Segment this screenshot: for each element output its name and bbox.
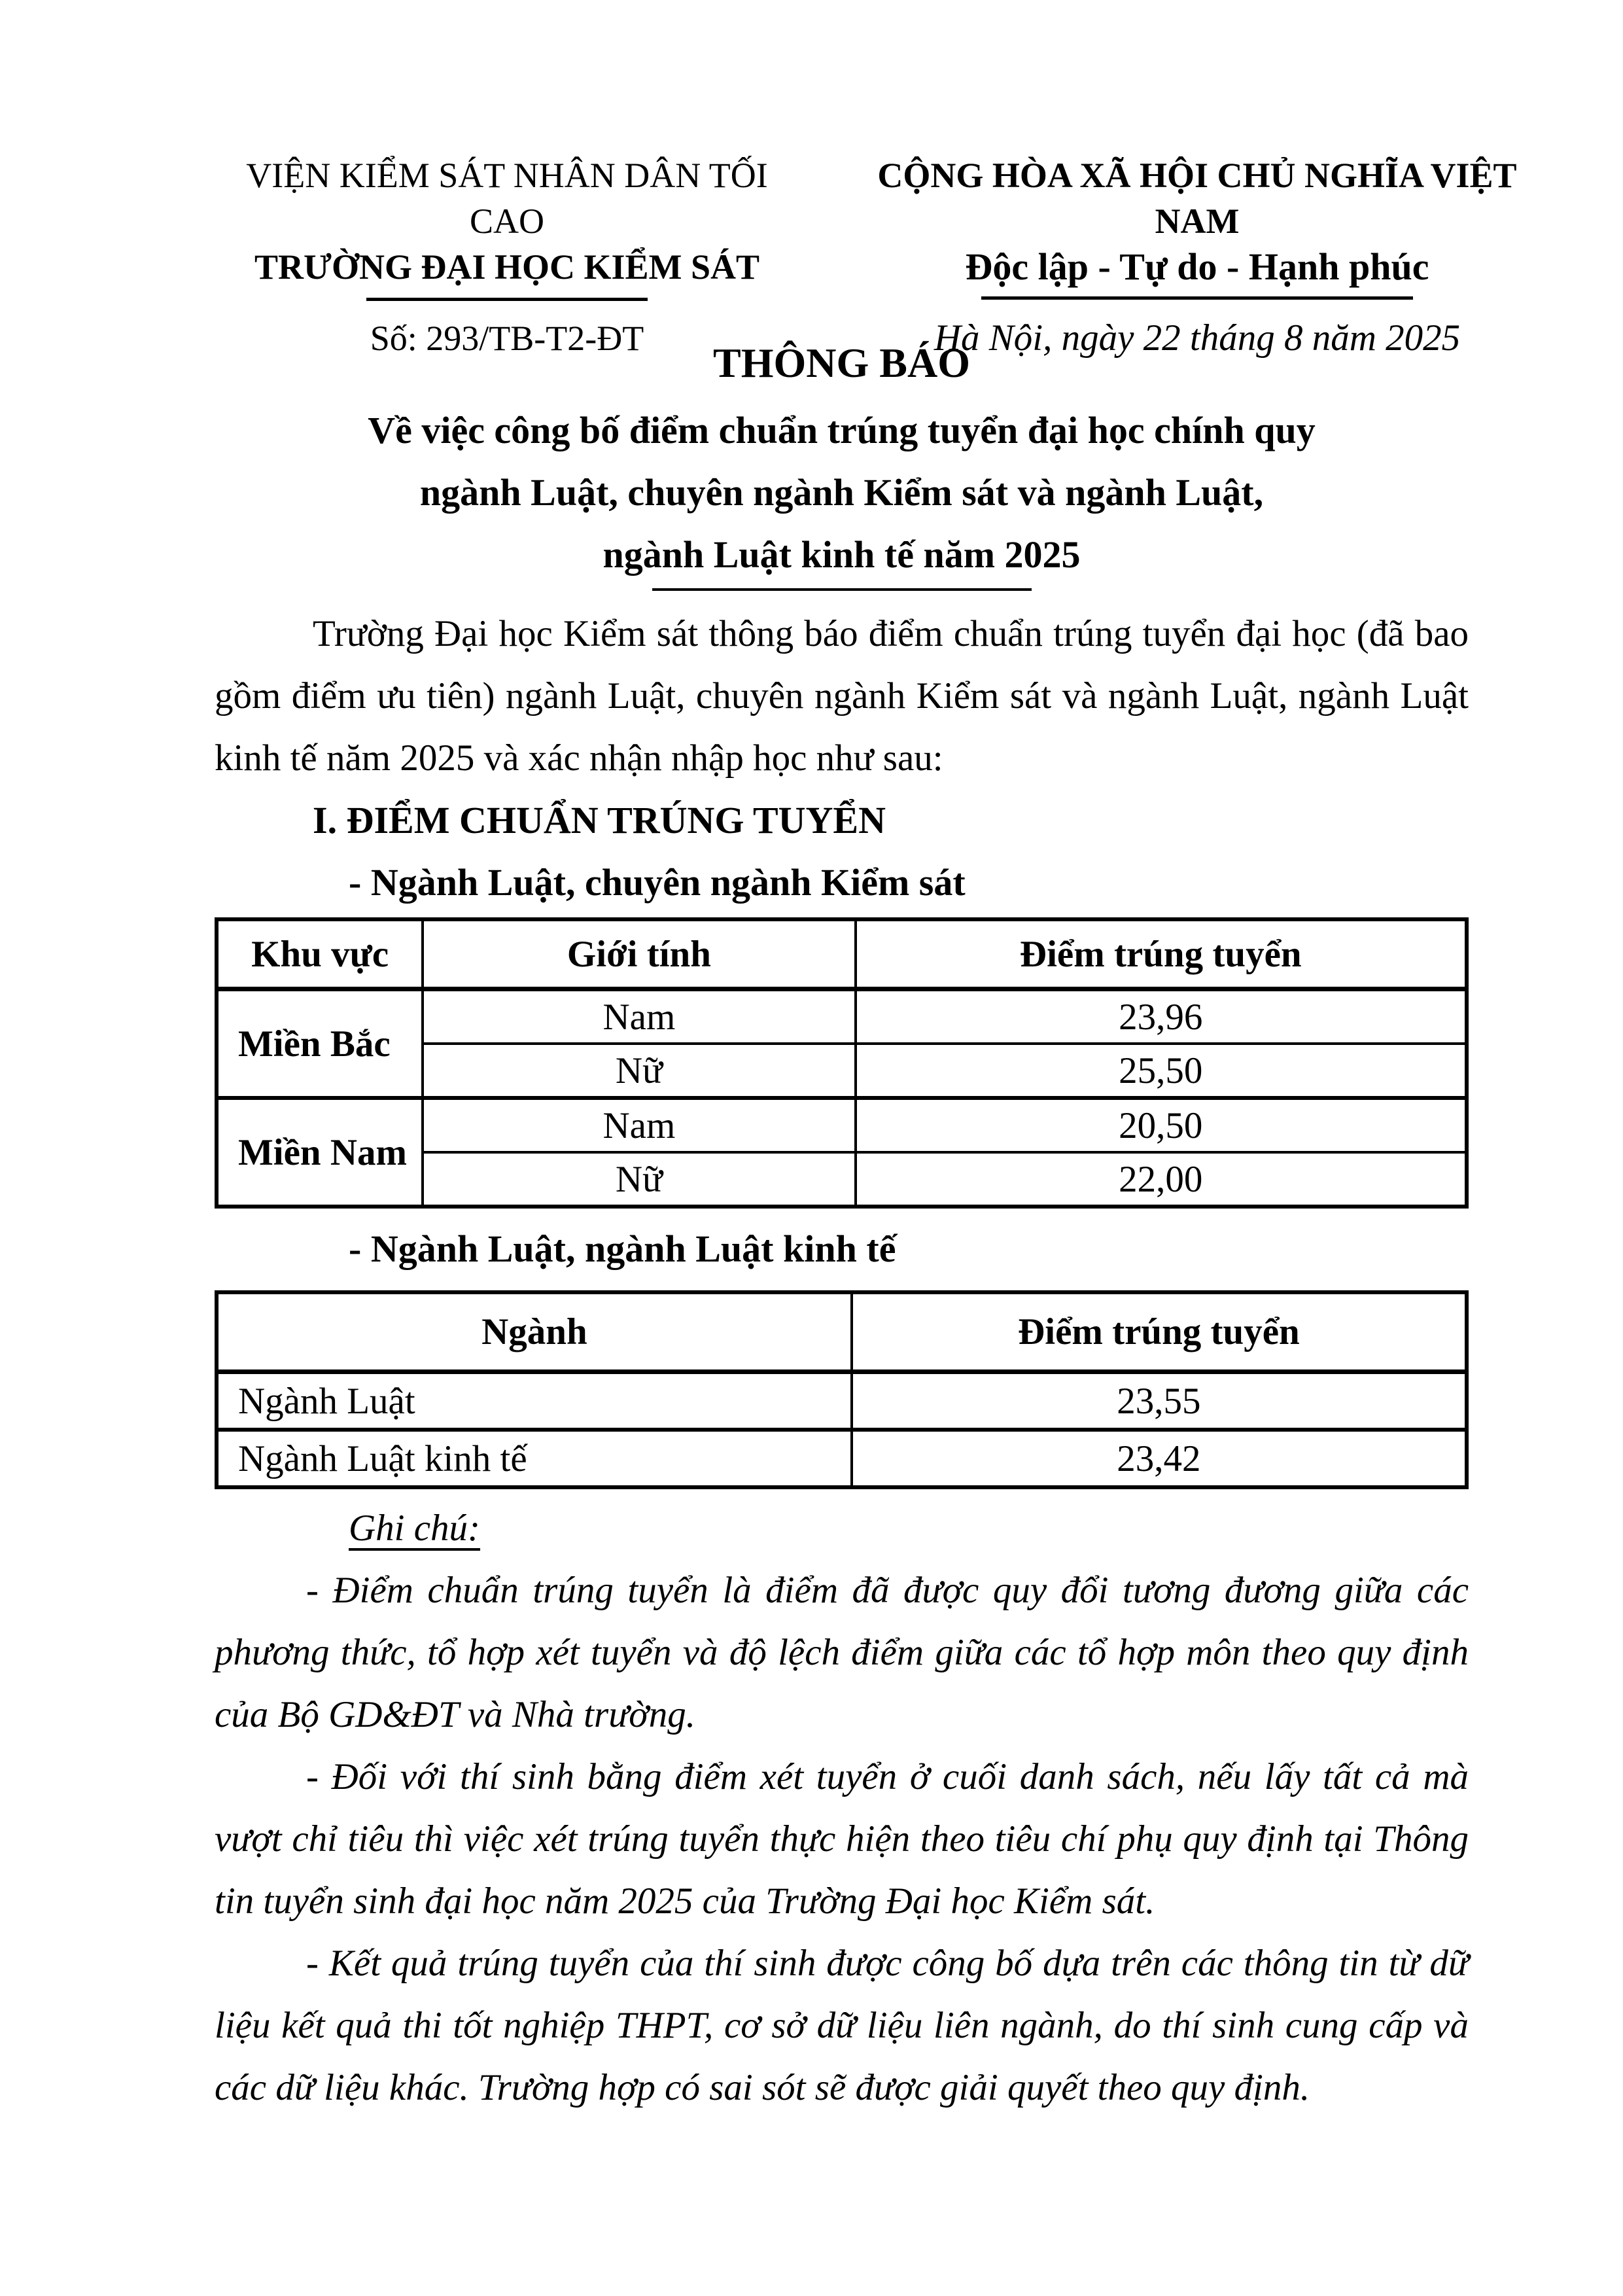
table1-subheading: - Ngành Luật, chuyên ngành Kiểm sát [349, 861, 966, 904]
table-row [217, 1372, 1467, 1430]
document-body [215, 340, 1469, 2119]
doc-title: THÔNG BÁO [713, 340, 970, 386]
org-divider-line [366, 298, 648, 301]
national-header-block [850, 152, 1544, 360]
doc-subtitle-line-2: ngành Luật, chuyên ngành Kiểm sát và ngành Luật, [419, 471, 1264, 514]
score-cell: 20,50 [856, 1098, 1467, 1152]
region-cell-south: Miền Nam [217, 1098, 423, 1207]
score-cell: 23,55 [852, 1372, 1467, 1430]
major-cell-law: Ngành Luật [217, 1372, 852, 1430]
parent-org-name: VIỆN KIỂM SÁT NHÂN DÂN TỐI CAO [246, 156, 768, 241]
table-header-row [217, 919, 1467, 989]
motto-divider-line [981, 296, 1413, 300]
score-cell: 23,96 [856, 989, 1467, 1044]
table-row [217, 1098, 1467, 1152]
doc-subtitle [215, 399, 1469, 586]
score-cell: 22,00 [856, 1152, 1467, 1207]
table-header-row [217, 1292, 1467, 1372]
doc-number: Số: 293/TB-T2-ĐT [370, 319, 644, 358]
table-row [217, 989, 1467, 1044]
region-cell-north: Miền Bắc [217, 989, 423, 1099]
col-header-region: Khu vực [217, 919, 423, 989]
gender-cell: Nam [423, 989, 855, 1044]
doc-subtitle-line-1: Về việc công bố điểm chuẩn trúng tuyển đại học chính quy [368, 409, 1316, 451]
major-score-table [215, 1290, 1469, 1489]
score-cell: 25,50 [856, 1044, 1467, 1098]
region-score-table [215, 917, 1469, 1209]
national-motto: Độc lập - Tự do - Hạnh phúc [965, 245, 1429, 288]
section-heading-scores: I. ĐIỂM CHUẨN TRÚNG TUYỂN [313, 799, 886, 841]
col-header-major: Ngành [217, 1292, 852, 1372]
org-name: TRƯỜNG ĐẠI HỌC KIỂM SÁT [254, 247, 760, 287]
note-item-1: - Điểm chuẩn trúng tuyển là điểm đã được quy đổi tương đương giữa các phương thức, tổ hợp xét tuyển và độ lệch điểm giữa các tổ hợp môn theo quy định của Bộ GD&ĐT và Nhà trường. [215, 1570, 1469, 1735]
note-item-2: - Đối với thí sinh bằng điểm xét tuyển ở cuối danh sách, nếu lấy tất cả mà vượt chỉ tiêu thì việc xét trúng tuyển thực hiện theo tiêu chí phụ quy định tại Thông tin tuyển sinh đại học năm 2025 của Trường Đại học Kiểm sát. [215, 1756, 1469, 1922]
major-cell-economic-law: Ngành Luật kinh tế [217, 1430, 852, 1487]
issuing-org-block [219, 152, 795, 360]
score-cell: 23,42 [852, 1430, 1467, 1487]
gender-cell: Nữ [423, 1044, 855, 1098]
doc-subtitle-line-3: ngành Luật kinh tế năm 2025 [602, 533, 1081, 576]
intro-paragraph: Trường Đại học Kiểm sát thông báo điểm chuẩn trúng tuyển đại học (đã bao gồm điểm ưu tiên) ngành Luật, chuyên ngành Kiểm sát và ngành Luật, ngành Luật kinh tế năm 2025 và xác nhận nhập học như sau: [215, 613, 1469, 779]
gender-cell: Nam [423, 1098, 855, 1152]
gender-cell: Nữ [423, 1152, 855, 1207]
table-row [217, 1430, 1467, 1487]
place-date-line: Hà Nội, ngày 22 tháng 8 năm 2025 [934, 317, 1461, 359]
table2-subheading: - Ngành Luật, ngành Luật kinh tế [349, 1227, 896, 1270]
title-underline [652, 588, 1032, 591]
note-item-3: - Kết quả trúng tuyển của thí sinh được công bố dựa trên các thông tin từ dữ liệu kết quả thi tốt nghiệp THPT, cơ sở dữ liệu liên ngành, do thí sinh cung cấp và các dữ liệu khác. Trường hợp có sai sót sẽ được giải quyết theo quy định. [215, 1943, 1469, 2108]
col-header-score: Điểm trúng tuyển [856, 919, 1467, 989]
col-header-score: Điểm trúng tuyển [852, 1292, 1467, 1372]
notes-label: Ghi chú: [349, 1508, 481, 1549]
national-title: CỘNG HÒA XÃ HỘI CHỦ NGHĨA VIỆT NAM [877, 156, 1517, 241]
col-header-gender: Giới tính [423, 919, 855, 989]
